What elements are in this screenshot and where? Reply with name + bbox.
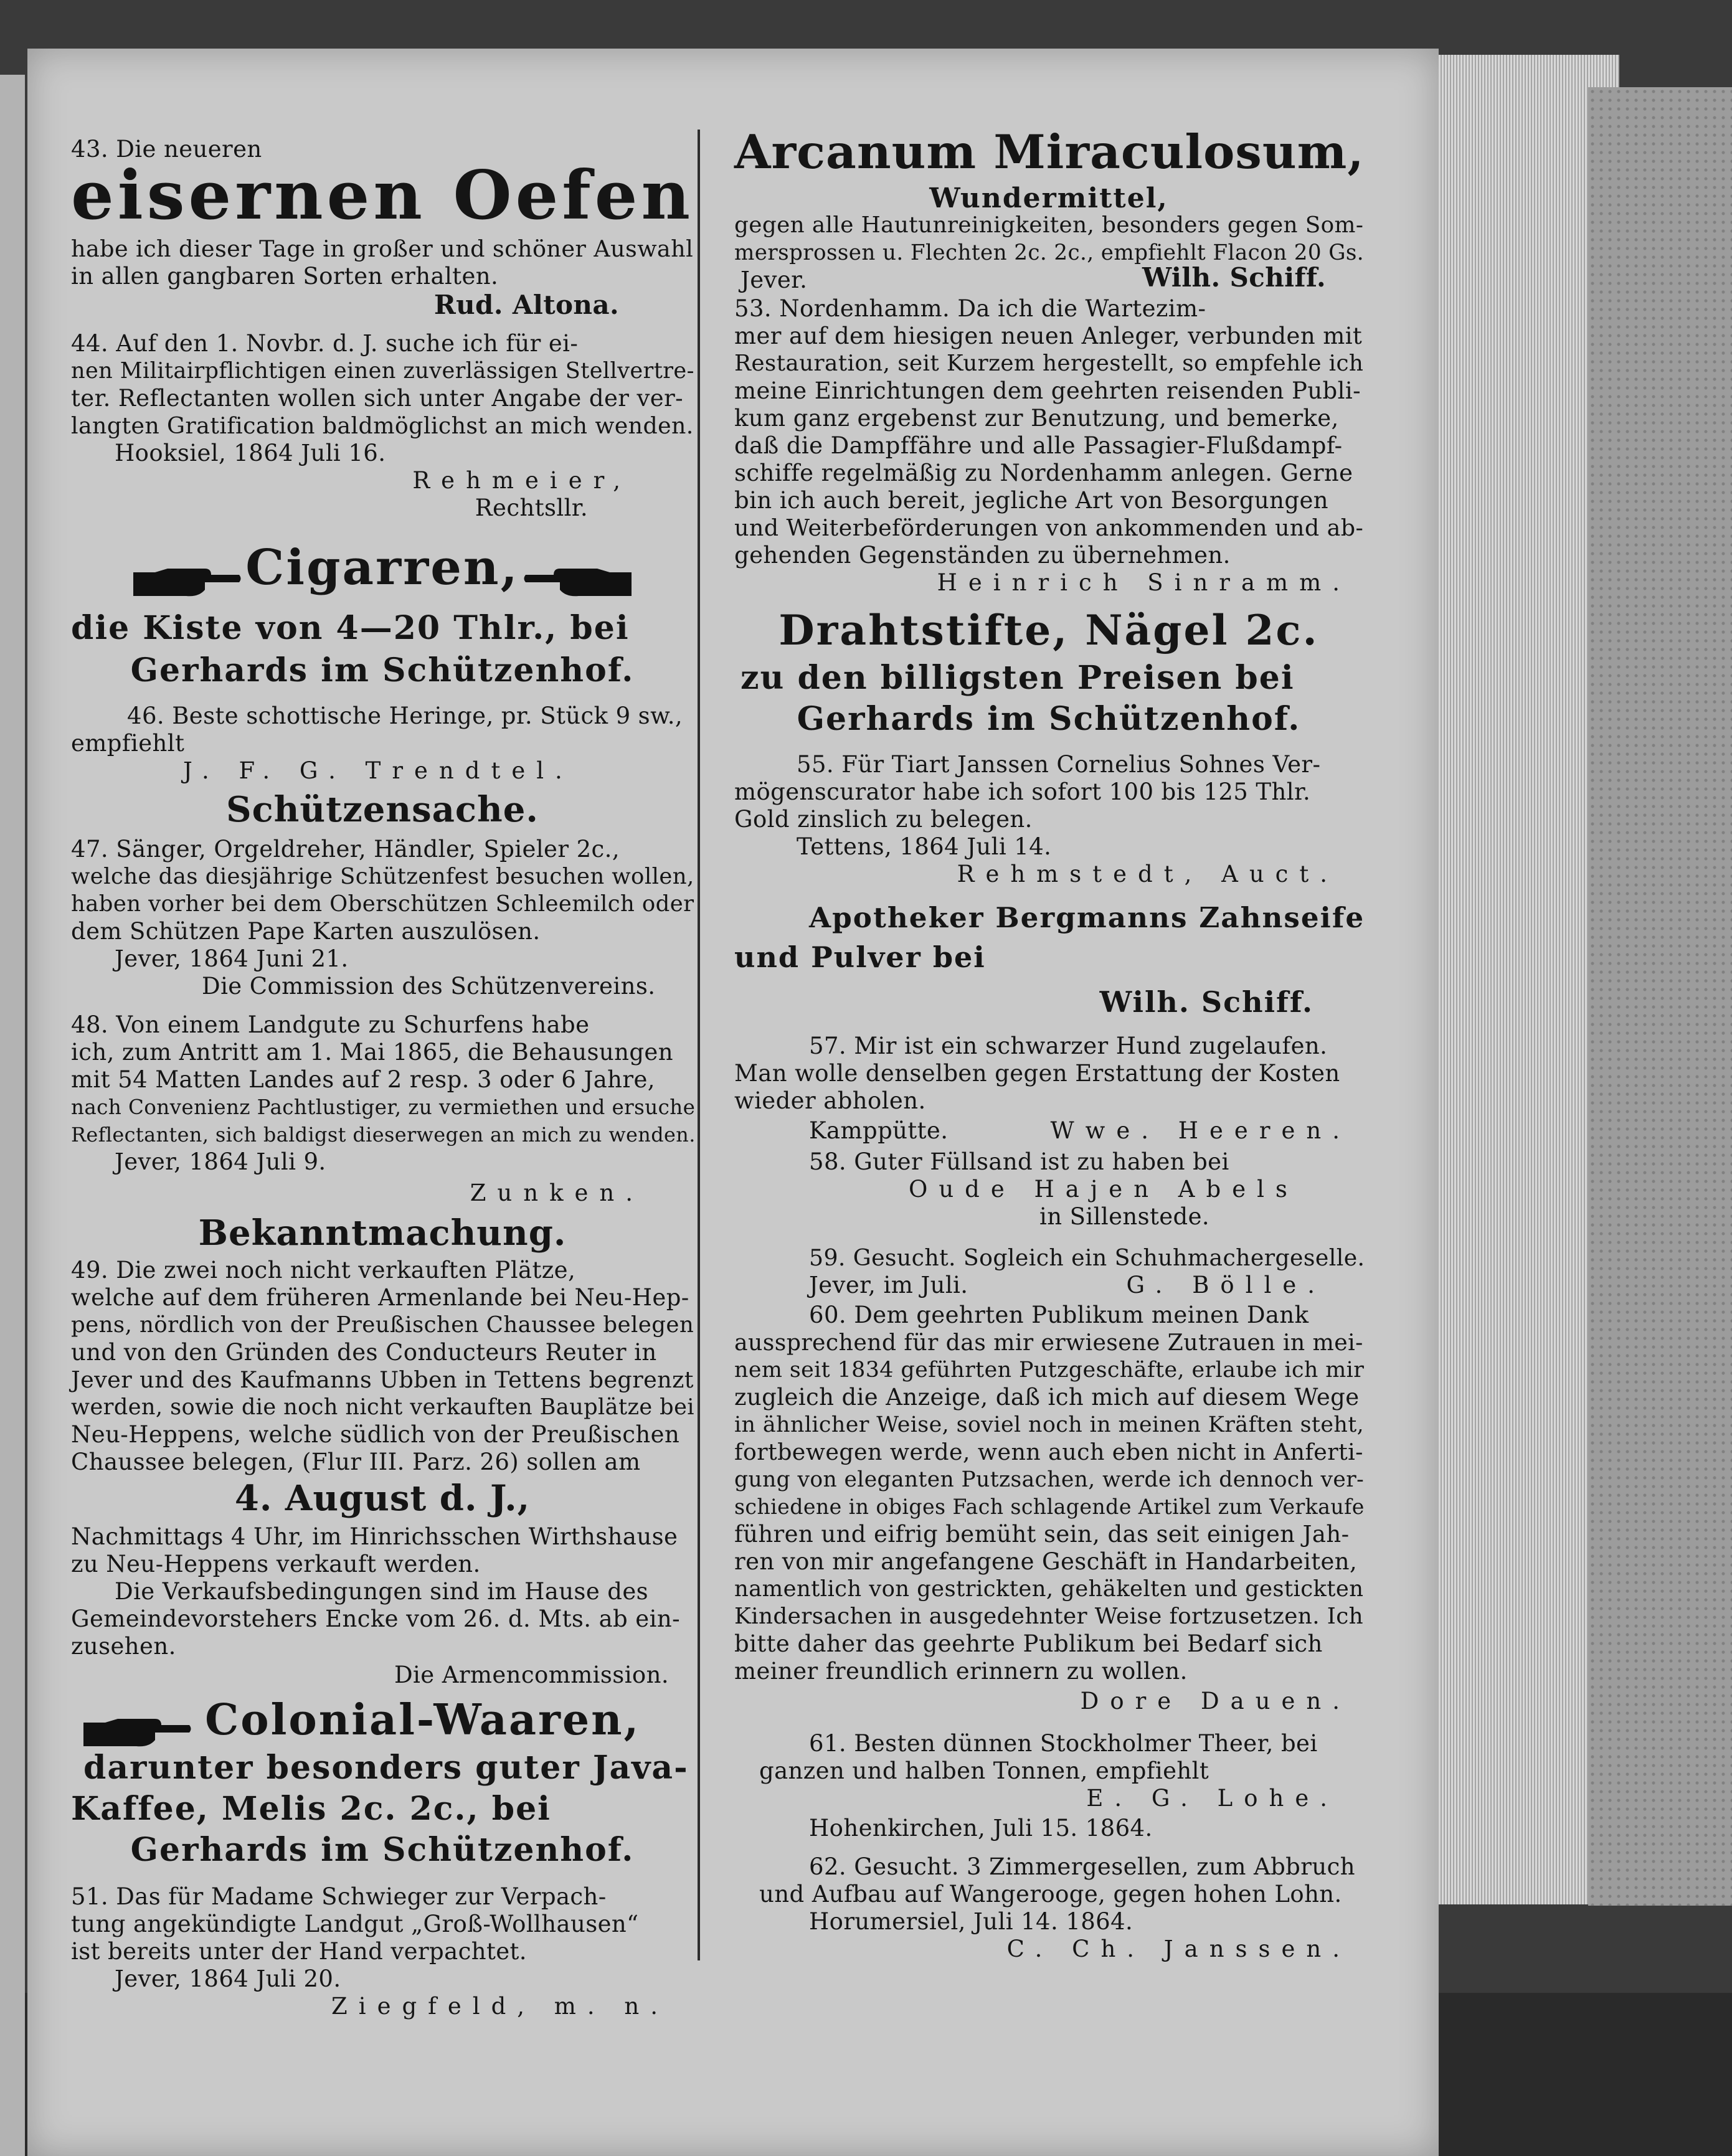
ad60-line-11: namentlich von gestrickten, gehäkelten und gestickten bbox=[734, 1576, 1364, 1602]
ad60-line-4: zugleich die Anzeige, daß ich mich auf diesem Wege bbox=[734, 1384, 1360, 1411]
ad55-line-2: mögenscurator habe ich sofort 100 bis 125 Thlr. bbox=[734, 778, 1311, 805]
ad44-line-3: ter. Reflectanten wollen sich unter Angabe der ver- bbox=[71, 385, 684, 412]
ad49-line-10: zu Neu-Heppens verkauft werden. bbox=[71, 1551, 481, 1577]
ad60-line-13: bitte daher das geehrte Publikum bei Bedarf sich bbox=[734, 1630, 1323, 1657]
book-cover bbox=[1588, 87, 1732, 1906]
ad57-line-2: Man wolle denselben gegen Erstattung der Kosten bbox=[734, 1060, 1340, 1087]
ad51-signature: Ziegfeld, m. n. bbox=[331, 1993, 669, 2020]
ad45-line-2: Gerhards im Schützenhof. bbox=[130, 651, 635, 689]
ad43-intro: 43. Die neueren bbox=[71, 136, 262, 163]
ad49-line-11: Die Verkaufsbedingungen sind im Hause des bbox=[115, 1578, 649, 1605]
ad44-signature: Rehmeier, bbox=[412, 467, 632, 494]
ad48-line-3: mit 54 Matten Landes auf 2 resp. 3 oder 6 Jahre, bbox=[71, 1066, 655, 1093]
ad43-line-2: in allen gangbaren Sorten erhalten. bbox=[71, 263, 499, 290]
ad60-line-2: aussprechend für das mir erwiesene Zutrauen in mei- bbox=[734, 1329, 1363, 1356]
ad60-signature: Dore Dauen. bbox=[1080, 1688, 1351, 1714]
pointing-hand-icon bbox=[71, 1710, 202, 1754]
ad53-line-7: schiffe regelmäßig zu Nordenhamm anlegen. Gerne bbox=[734, 460, 1353, 486]
ad53-line-9: und Weiterbeförderungen von ankommenden und ab- bbox=[734, 514, 1364, 541]
ad53-line-6: daß die Dampffähre und alle Passagier-Flußdampf- bbox=[734, 432, 1343, 459]
newspaper-page bbox=[27, 49, 1439, 2156]
ad54-line-2: Gerhards im Schützenhof. bbox=[797, 700, 1301, 738]
ad54-line-1: zu den billigsten Preisen bei bbox=[741, 659, 1295, 697]
ad60-line-12: Kindersachen in ausgedehnter Weise fortzusetzen. Ich bbox=[734, 1604, 1364, 1629]
ad53-line-5: kum ganz ergebenst zur Benutzung, und bemerke, bbox=[734, 405, 1339, 432]
ad45-headline: Cigarren, bbox=[245, 539, 519, 596]
ad53-line-2: mer auf dem hiesigen neuen Anleger, verbunden mit bbox=[734, 323, 1363, 349]
ad48-line-4: nach Convenienz Pachtlustiger, zu vermiethen und ersuche bbox=[71, 1095, 696, 1119]
ad50-line-3: Gerhards im Schützenhof. bbox=[130, 1831, 635, 1869]
ad55-line-1: 55. Für Tiart Janssen Cornelius Sohnes Ver- bbox=[797, 751, 1321, 778]
ad61-place: Hohenkirchen, Juli 15. 1864. bbox=[809, 1815, 1153, 1842]
ad53-signature: Heinrich Sinramm. bbox=[937, 569, 1351, 596]
ad52-headline: Arcanum Miraculosum, bbox=[734, 124, 1365, 179]
ad50-headline: Colonial-Waaren, bbox=[205, 1695, 641, 1745]
ad49-line-1: 49. Die zwei noch nicht verkauften Plätze, bbox=[71, 1257, 576, 1284]
ad54-headline: Drahtstifte, Nägel 2c. bbox=[778, 606, 1319, 655]
ad49-line-8: Chaussee belegen, (Flur III. Parz. 26) sollen am bbox=[71, 1449, 641, 1475]
ad61-line-2: ganzen und halben Tonnen, empfiehlt bbox=[759, 1757, 1209, 1784]
ad60-line-9: führen und eifrig bemüht sein, das seit einigen Jah- bbox=[734, 1521, 1350, 1548]
ad55-signature: Rehmstedt, Auct. bbox=[957, 861, 1338, 887]
column-rule bbox=[698, 130, 700, 1960]
ad59-signature: G. Bölle. bbox=[1126, 1272, 1326, 1298]
ad56-line-1: Apotheker Bergmanns Zahnseife bbox=[809, 901, 1365, 934]
ad60-line-7: gung von eleganten Putzsachen, werde ich dennoch ver- bbox=[734, 1467, 1365, 1492]
ad56-line-2: und Pulver bei bbox=[734, 940, 986, 974]
ad47-line-2: welche das diesjährige Schützenfest besuchen wollen, bbox=[71, 864, 694, 889]
cover-texture bbox=[1588, 87, 1732, 1906]
ad53-line-1: 53. Nordenhamm. Da ich die Wartezim- bbox=[734, 295, 1206, 322]
pointing-hand-icon bbox=[523, 560, 635, 603]
ad56-signature: Wilh. Schiff. bbox=[1099, 985, 1313, 1019]
ad44-line-5: Hooksiel, 1864 Juli 16. bbox=[115, 440, 386, 466]
ad43-headline: eisernen Oefen bbox=[71, 156, 694, 235]
ad51-line-4: Jever, 1864 Juli 20. bbox=[115, 1965, 341, 1992]
ad47-line-5: Jever, 1864 Juni 21. bbox=[115, 945, 349, 972]
ad53-line-8: bin ich auch bereit, jegliche Art von Besorgungen bbox=[734, 487, 1328, 514]
ad51-line-2: tung angekündigte Landgut „Groß-Wollhausen“ bbox=[71, 1911, 639, 1937]
ad48-line-6: Jever, 1864 Juli 9. bbox=[115, 1148, 326, 1175]
ad45-header bbox=[71, 541, 694, 603]
ad53-line-10: gehenden Gegenständen zu übernehmen. bbox=[734, 542, 1231, 569]
ad60-line-10: ren von mir angefangene Geschäft in Handarbeiten, bbox=[734, 1548, 1358, 1575]
ad60-line-8: schiedene in obiges Fach schlagende Artikel zum Verkaufe bbox=[734, 1495, 1365, 1519]
ad60-line-5: in ähnlicher Weise, soviel noch in meinen Kräften steht, bbox=[734, 1412, 1365, 1437]
ad58-line-1: 58. Guter Füllsand ist zu haben bei bbox=[809, 1148, 1229, 1175]
ad49-line-7: Neu-Heppens, welche südlich von der Preußischen bbox=[71, 1421, 680, 1448]
ad61-line-1: 61. Besten dünnen Stockholmer Theer, bei bbox=[809, 1730, 1318, 1757]
ad60-line-1: 60. Dem geehrten Publikum meinen Dank bbox=[809, 1302, 1309, 1328]
ad57-place: Kamppütte. bbox=[809, 1117, 949, 1144]
ad52-place: Jever. bbox=[741, 267, 808, 293]
previous-page-edge bbox=[0, 75, 25, 2156]
ad61-signature: E. G. Lohe. bbox=[1086, 1785, 1338, 1812]
ad57-signature: Wwe. Heeren. bbox=[1050, 1117, 1351, 1144]
ad50-line-2: Kaffee, Melis 2c. 2c., bei bbox=[71, 1790, 551, 1828]
ad48-signature: Zunken. bbox=[470, 1180, 644, 1206]
ad47-line-3: haben vorher bei dem Oberschützen Schleemilch oder bbox=[71, 891, 694, 917]
ad62-signature: C. Ch. Janssen. bbox=[1006, 1936, 1351, 1962]
ad49-line-9: Nachmittags 4 Uhr, im Hinrichsschen Wirthshause bbox=[71, 1523, 678, 1550]
ad52-line-2: mersprossen u. Flechten 2c. 2c., empfiehlt Flacon 20 Gs. bbox=[734, 240, 1365, 265]
ad50-line-1: darunter besonders guter Java- bbox=[83, 1749, 689, 1787]
ad57-line-1: 57. Mir ist ein schwarzer Hund zugelaufen. bbox=[809, 1033, 1328, 1059]
ad47-line-1: 47. Sänger, Orgeldreher, Händler, Spieler 2c., bbox=[71, 836, 620, 863]
ad48-line-2: ich, zum Antritt am 1. Mai 1865, die Behausungen bbox=[71, 1039, 673, 1066]
ad49-date: 4. August d. J., bbox=[234, 1478, 531, 1519]
ad47-line-4: dem Schützen Pape Karten auszulösen. bbox=[71, 918, 541, 945]
ad44-line-4: langten Gratification baldmöglichst an mich wenden. bbox=[71, 412, 694, 439]
ad45-line-1: die Kiste von 4—20 Thlr., bei bbox=[71, 609, 630, 647]
ad58-place: in Sillenstede. bbox=[1039, 1203, 1210, 1230]
ad46-line-2: empfiehlt bbox=[71, 730, 185, 757]
ad44-line-2: nen Militairpflichtigen einen zuverlässigen Stellvertre- bbox=[71, 358, 694, 384]
ad46-signature: J. F. G. Trendtel. bbox=[183, 757, 574, 784]
ad46-line-1: 46. Beste schottische Heringe, pr. Stück 9 sw., bbox=[127, 702, 683, 729]
ad51-line-3: ist bereits unter der Hand verpachtet. bbox=[71, 1938, 527, 1965]
ad62-line-3: Horumersiel, Juli 14. 1864. bbox=[809, 1908, 1133, 1935]
ad52-subhead: Wundermittel, bbox=[929, 182, 1168, 214]
ad53-line-4: meine Einrichtungen dem geehrten reisenden Publi- bbox=[734, 377, 1361, 404]
ad47-signature: Die Commission des Schützenvereins. bbox=[202, 973, 656, 1000]
ad48-line-1: 48. Von einem Landgute zu Schurfens habe bbox=[71, 1011, 590, 1038]
ad59-line-2: Jever, im Juli. bbox=[809, 1272, 968, 1298]
ad60-line-14: meiner freundlich erinnern zu wollen. bbox=[734, 1658, 1188, 1685]
ad47-headline: Schützensache. bbox=[226, 789, 539, 830]
ad51-line-1: 51. Das für Madame Schwieger zur Verpach- bbox=[71, 1883, 607, 1910]
ad52-signature: Wilh. Schiff. bbox=[1142, 262, 1326, 293]
ad48-line-5: Reflectanten, sich baldigst dieserwegen an mich zu wenden. bbox=[71, 1123, 696, 1147]
ad55-line-4: Tettens, 1864 Juli 14. bbox=[797, 833, 1052, 860]
ad44-title: Rechtsllr. bbox=[475, 494, 588, 521]
ad60-line-3: nem seit 1834 geführten Putzgeschäfte, erlaube ich mir bbox=[734, 1358, 1365, 1383]
ad60-line-6: fortbewegen werde, wenn auch eben nicht in Anferti- bbox=[734, 1439, 1363, 1465]
pointing-hand-icon bbox=[130, 560, 242, 603]
ad49-line-4: und von den Gründen des Conducteurs Reuter in bbox=[71, 1339, 657, 1366]
ad58-signature: Oude Hajen Abels bbox=[909, 1176, 1299, 1203]
ad49-line-2: welche auf dem früheren Armenlande bei Neu-Hep- bbox=[71, 1284, 689, 1311]
ad49-line-12: Gemeindevorstehers Encke vom 26. d. Mts. ab ein- bbox=[71, 1605, 680, 1632]
ad55-line-3: Gold zinslich zu belegen. bbox=[734, 806, 1033, 833]
ad62-line-2: und Aufbau auf Wangerooge, gegen hohen Lohn. bbox=[759, 1881, 1342, 1908]
ad57-line-3: wieder abholen. bbox=[734, 1087, 926, 1114]
ad49-headline: Bekanntmachung. bbox=[198, 1213, 567, 1254]
ad59-line-1: 59. Gesucht. Sogleich ein Schuhmachergeselle. bbox=[809, 1244, 1365, 1271]
ad52-line-1: gegen alle Hautunreinigkeiten, besonders gegen Som- bbox=[734, 212, 1364, 238]
ad49-line-5: Jever und des Kaufmanns Ubben in Tettens begrenzt bbox=[71, 1366, 694, 1393]
ad50-header bbox=[71, 1693, 694, 1754]
ad53-line-3: Restauration, seit Kurzem hergestellt, so empfehle ich bbox=[734, 351, 1364, 376]
ad49-line-3: pens, nördlich von der Preußischen Chaussee belegen bbox=[71, 1312, 694, 1338]
ad49-line-6: werden, sowie die noch nicht verkauften Bauplätze bei bbox=[71, 1394, 694, 1420]
ad62-line-1: 62. Gesucht. 3 Zimmergesellen, zum Abbruch bbox=[809, 1853, 1355, 1880]
ad49-signature: Die Armencommission. bbox=[394, 1662, 669, 1688]
ad43-signature: Rud. Altona. bbox=[433, 290, 619, 320]
ad44-line-1: 44. Auf den 1. Novbr. d. J. suche ich für ei- bbox=[71, 330, 579, 357]
ad49-line-13: zusehen. bbox=[71, 1633, 176, 1660]
ad43-line-1: habe ich dieser Tage in großer und schöner Auswahl bbox=[71, 235, 694, 262]
